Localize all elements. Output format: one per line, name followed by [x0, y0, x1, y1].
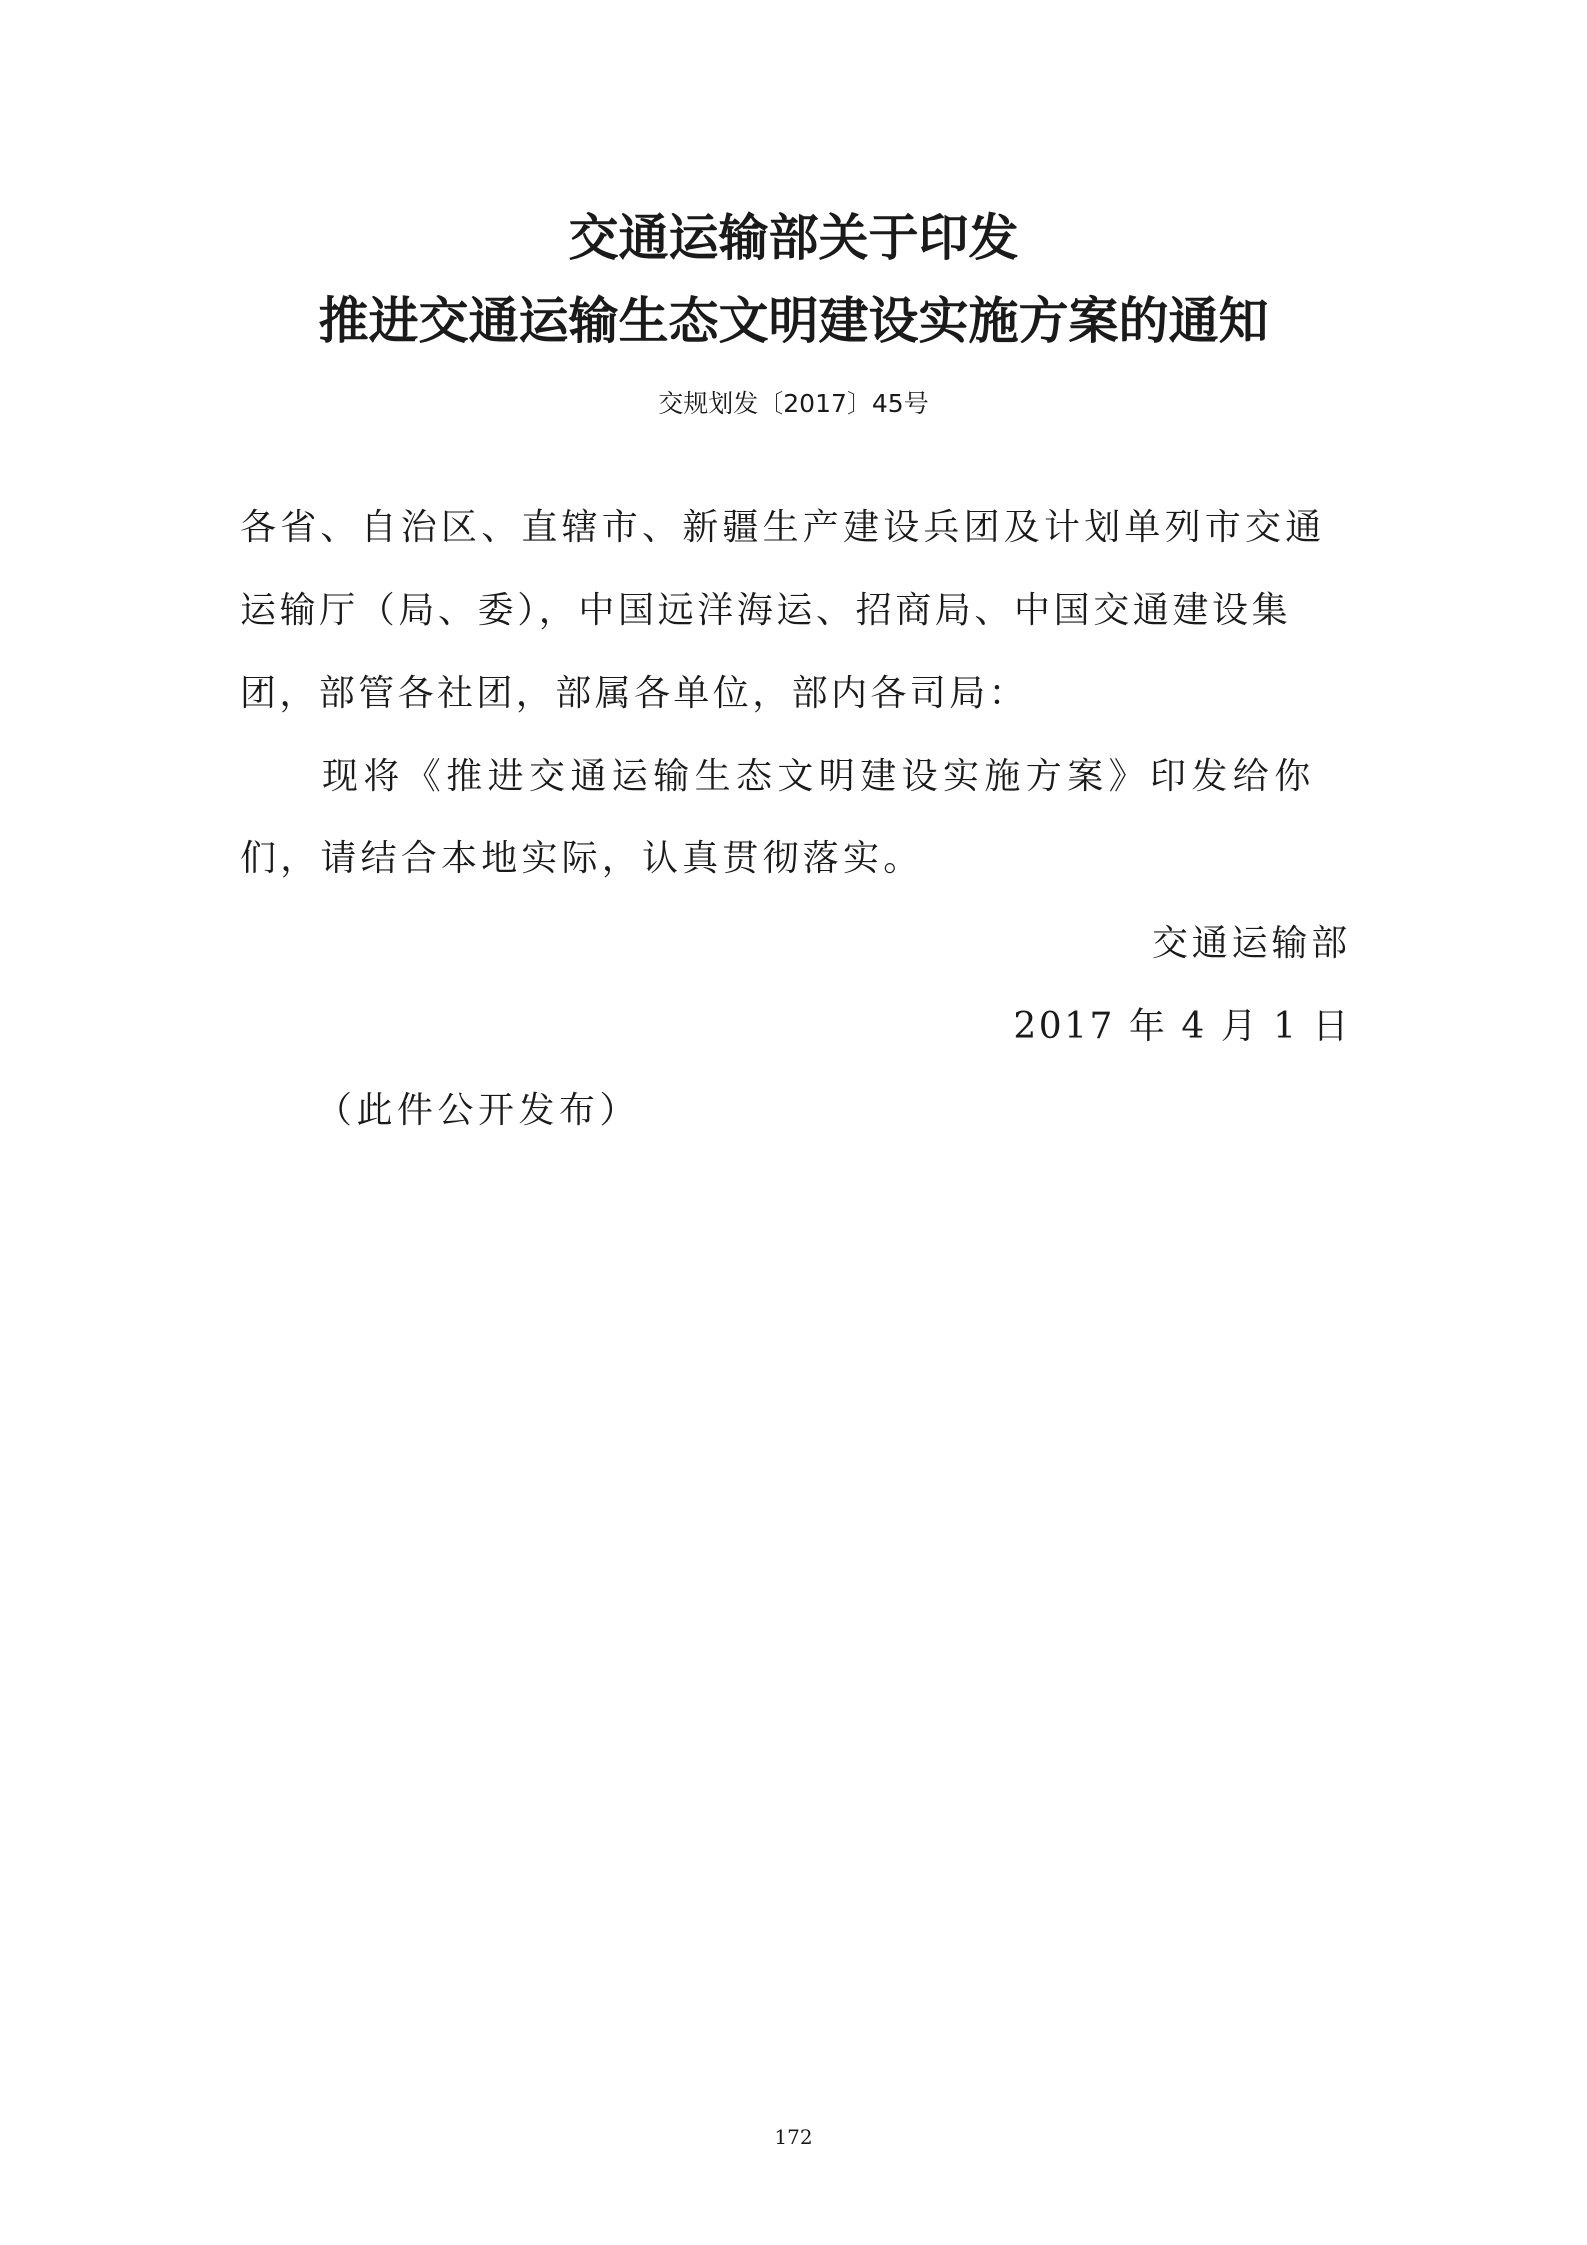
- issue-date: 2017 年 4 月 1 日: [1013, 1006, 1351, 1047]
- document-number: 交规划发〔2017〕45号: [658, 389, 929, 418]
- body-line-4-paragraph: 现将《推进交通运输生态文明建设实施方案》印发给你: [322, 756, 1316, 797]
- body-line-3-recipients: 团，部管各社团，部属各单位，部内各司局：: [240, 673, 1029, 714]
- document-title-line-1: 交通运输部关于印发: [568, 208, 1019, 267]
- body-line-5-paragraph: 们，请结合本地实际，认真贯彻落实。: [240, 838, 924, 879]
- document-title-line-2: 推进交通运输生态文明建设实施方案的通知: [318, 291, 1269, 350]
- publish-note: （此件公开发布）: [316, 1090, 641, 1131]
- body-line-2-recipients: 运输厅（局、委），中国远洋海运、招商局、中国交通建设集: [240, 590, 1292, 631]
- issuer-signature: 交通运输部: [1151, 923, 1351, 964]
- body-line-1-recipients: 各省、自治区、直辖市、新疆生产建设兵团及计划单列市交通: [240, 507, 1326, 548]
- page-number: 172: [774, 2125, 813, 2149]
